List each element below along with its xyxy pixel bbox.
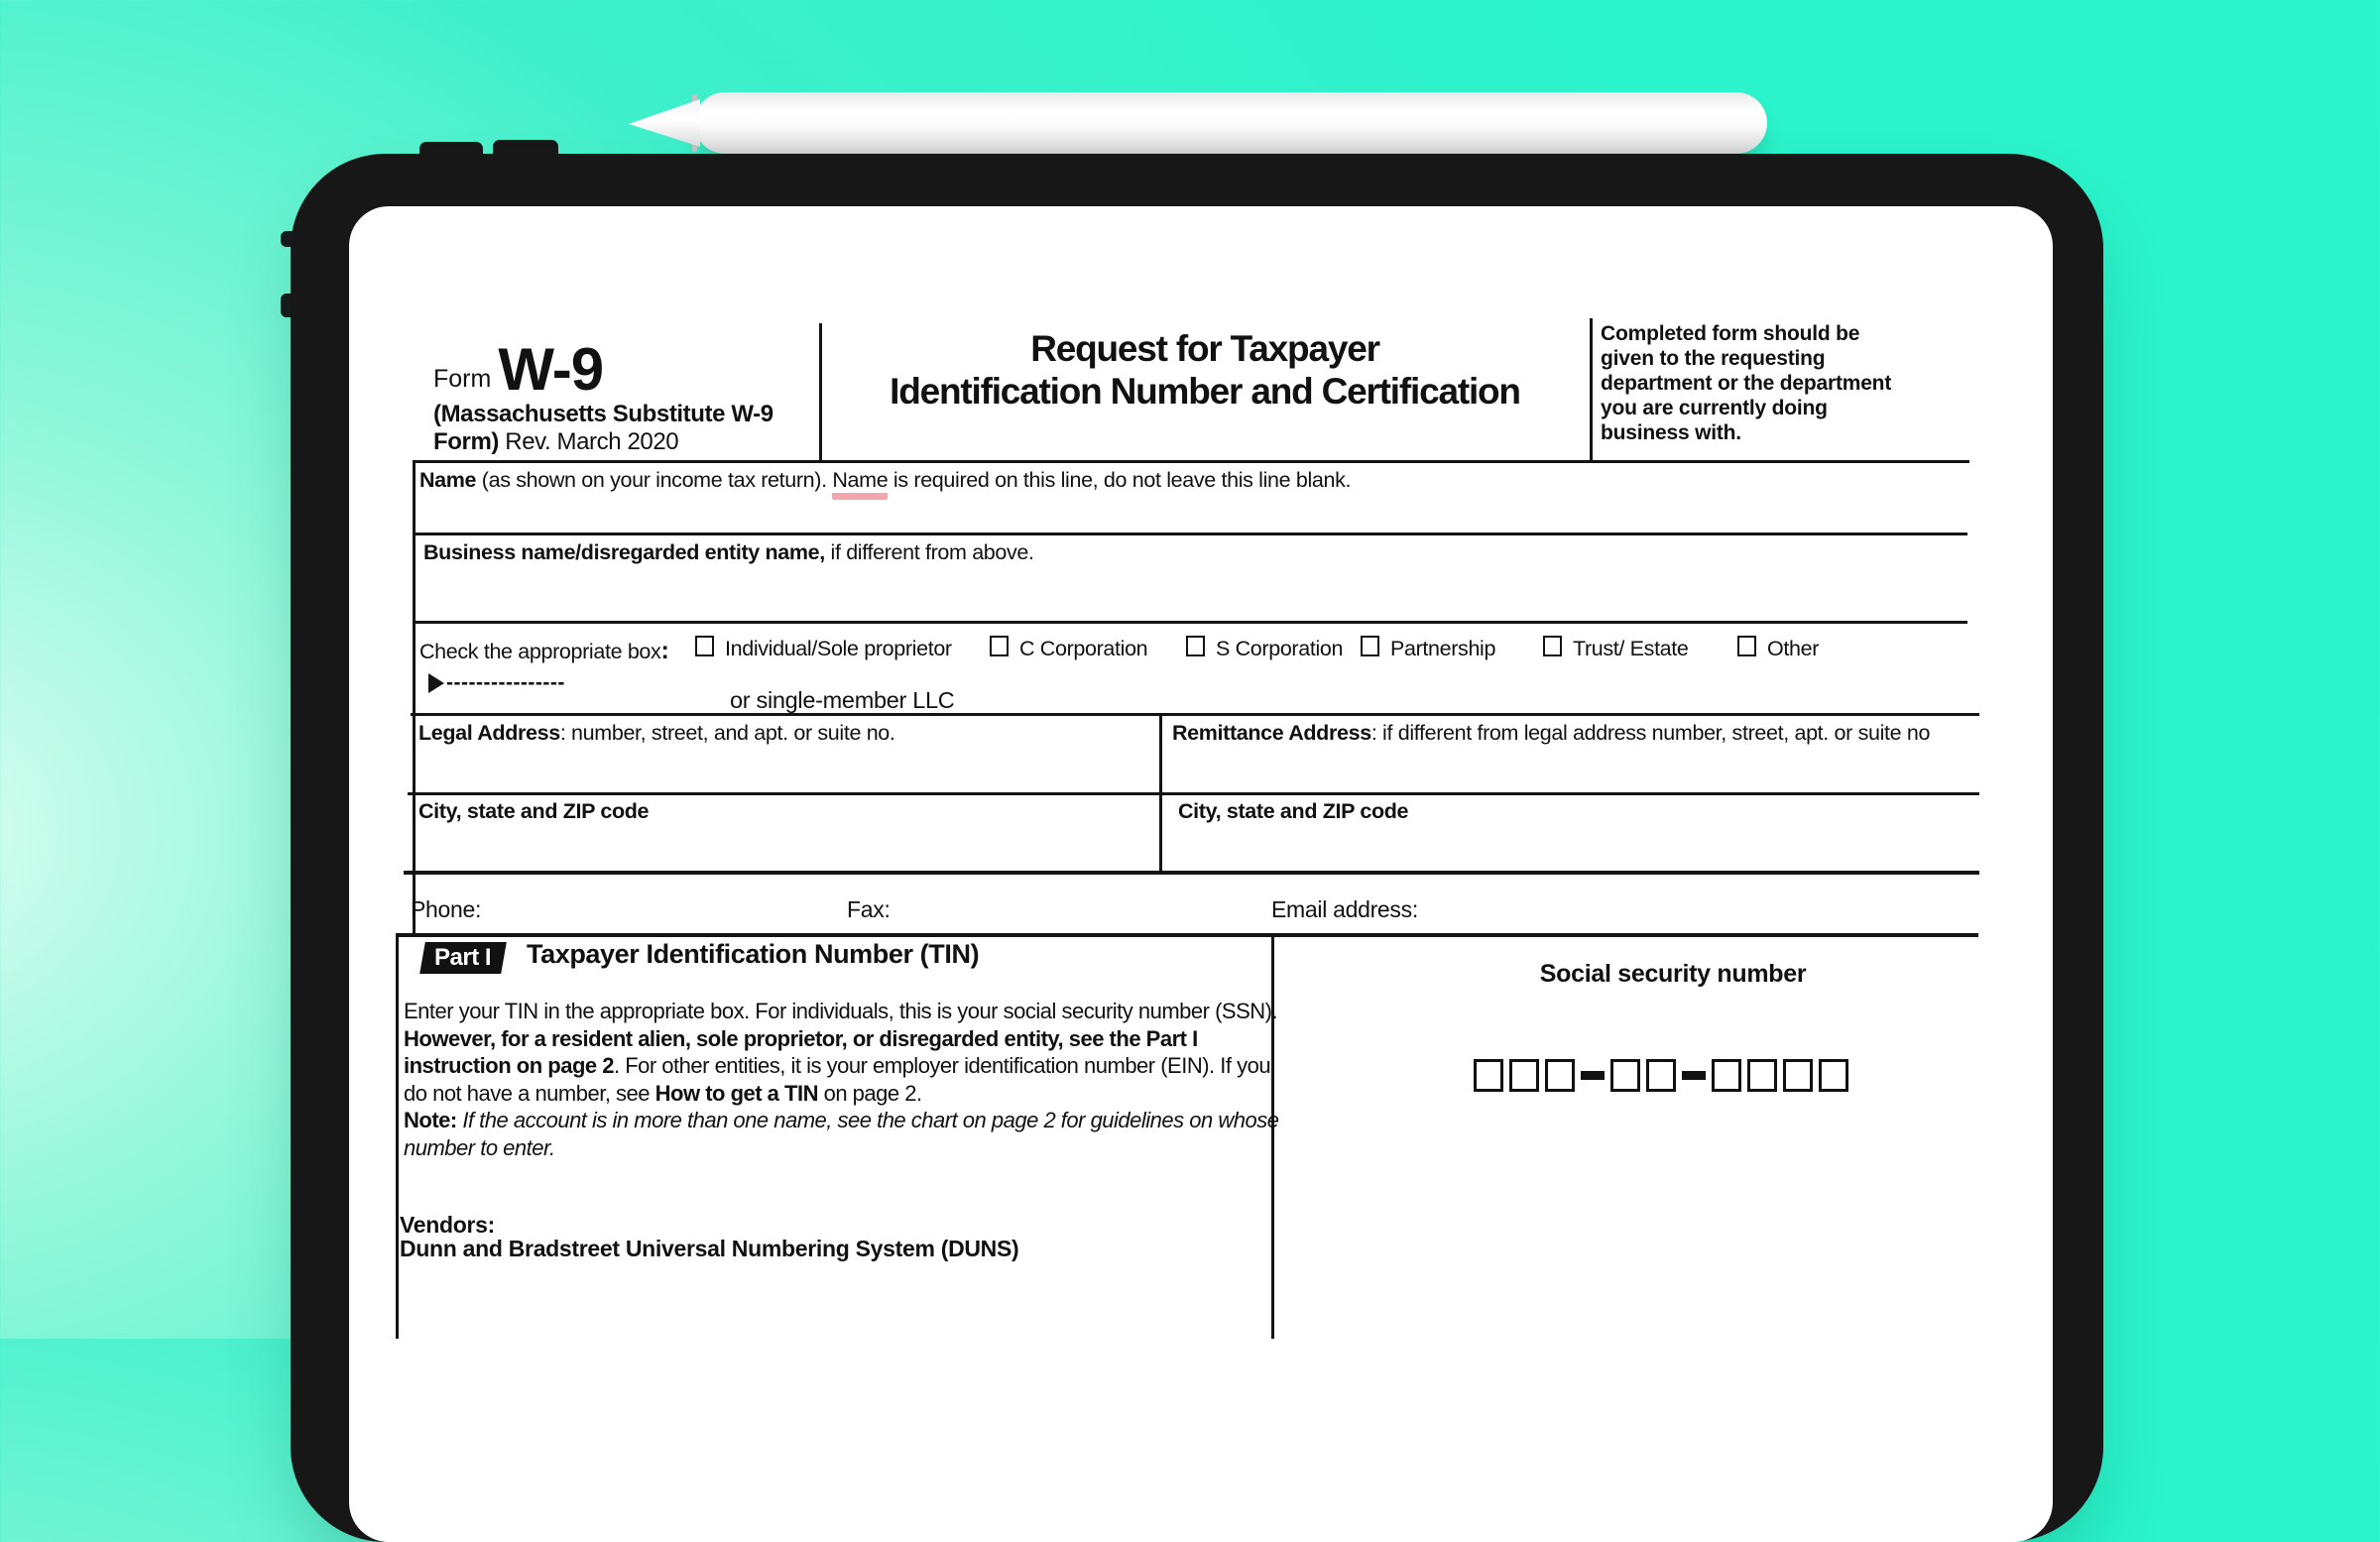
section-divider bbox=[398, 933, 1978, 937]
part1-badge: Part I bbox=[419, 942, 507, 974]
ssn-digit-box[interactable] bbox=[1819, 1059, 1848, 1092]
checkbox[interactable] bbox=[990, 636, 1009, 656]
stylus-tip bbox=[629, 99, 700, 147]
entity-option bbox=[1543, 634, 1689, 661]
ssn-digit-box[interactable] bbox=[1783, 1059, 1813, 1092]
ssn-digit-box[interactable] bbox=[1610, 1059, 1640, 1092]
part1-left-border bbox=[396, 933, 399, 1339]
business-name-input-area[interactable] bbox=[418, 568, 1965, 618]
vendors-note bbox=[400, 1214, 1018, 1260]
email-input-area[interactable] bbox=[1430, 894, 1846, 928]
form-subtitle-line2: Form) Rev. March 2020 bbox=[433, 428, 679, 455]
arrow-right-icon bbox=[428, 673, 444, 693]
entity-option bbox=[1186, 634, 1343, 661]
row-divider bbox=[415, 460, 1969, 463]
form-title bbox=[828, 327, 1582, 413]
header-side-note: Completed form should be given to the requesting department or the department you are currently doing business with. bbox=[1601, 322, 1892, 444]
fax-label: Fax: bbox=[847, 896, 891, 922]
checkbox[interactable] bbox=[1737, 636, 1756, 656]
ssn-digit-box[interactable] bbox=[1545, 1059, 1575, 1092]
form-title-line2: Identification Number and Certification bbox=[890, 371, 1520, 412]
part1-heading: Taxpayer Identification Number (TIN) bbox=[527, 939, 980, 969]
entity-option bbox=[990, 634, 1147, 661]
checkbox[interactable] bbox=[1186, 636, 1205, 656]
phone-input-area[interactable] bbox=[493, 894, 830, 928]
row-divider bbox=[413, 533, 1967, 535]
tin-text-segment: However, for a resident alien, sole proprietor, or disregarded entity, see the Part I instruction on page 2 bbox=[404, 1025, 1198, 1079]
legal-address-label: Legal Address: number, street, and apt. or suite no. bbox=[418, 721, 895, 745]
form-title-line1: Request for Taxpayer bbox=[1030, 328, 1379, 369]
checkbox[interactable] bbox=[695, 636, 714, 656]
row-divider bbox=[411, 713, 1979, 716]
entity-option bbox=[695, 634, 952, 661]
checkbox-label: Partnership bbox=[1390, 637, 1496, 660]
city-state-zip-label-left: City, state and ZIP code bbox=[418, 799, 650, 823]
phone-label: Phone: bbox=[411, 896, 482, 922]
checkbox[interactable] bbox=[1543, 636, 1562, 656]
tin-text-segment: Enter your TIN in the appropriate box. For individuals, this is your social security number (SSN). bbox=[404, 999, 1278, 1023]
entity-option bbox=[1737, 634, 1819, 661]
header-divider-left bbox=[819, 323, 822, 462]
city-right-input-area[interactable] bbox=[1168, 825, 1962, 869]
name-input-area[interactable] bbox=[418, 496, 1965, 530]
checkbox[interactable] bbox=[1361, 636, 1379, 656]
tin-text-segment: Note: bbox=[404, 1108, 457, 1133]
business-name-label: Business name/disregarded entity name, if different from above. bbox=[423, 540, 1034, 564]
tablet bbox=[291, 154, 2103, 1542]
single-member-llc-note: or single-member LLC bbox=[730, 687, 955, 713]
vendors-label: Vendors: bbox=[400, 1212, 496, 1238]
fax-input-area[interactable] bbox=[904, 894, 1242, 928]
entity-option bbox=[1361, 634, 1495, 661]
email-label: Email address: bbox=[1271, 896, 1418, 922]
entity-type-label: Check the appropriate box: bbox=[419, 637, 669, 664]
city-left-input-area[interactable] bbox=[415, 825, 1153, 869]
checkbox-label: C Corporation bbox=[1019, 637, 1148, 660]
row-divider bbox=[413, 621, 1967, 624]
name-highlighted-word: Name bbox=[832, 468, 888, 500]
tin-text-segment: on page 2. bbox=[817, 1080, 922, 1106]
tablet-screen bbox=[349, 206, 2053, 1542]
tin-text-segment: How to get a TIN bbox=[654, 1080, 818, 1106]
remittance-address-input-area[interactable] bbox=[1168, 747, 1962, 790]
ssn-label: Social security number bbox=[1539, 960, 1807, 988]
tin-text-segment: If the account is in more than one name, see the chart on page 2 for guidelines on whose number to enter. bbox=[404, 1108, 1279, 1160]
checkbox-label: S Corporation bbox=[1216, 637, 1344, 660]
stylus-body bbox=[694, 92, 1767, 154]
ssn-dash bbox=[1682, 1071, 1706, 1080]
checkbox-label: Individual/Sole proprietor bbox=[725, 637, 952, 660]
ssn-dash bbox=[1581, 1071, 1605, 1080]
ssn-digit-box[interactable] bbox=[1712, 1059, 1741, 1092]
form-number: W-9 bbox=[498, 336, 604, 403]
ssn-boxes bbox=[1474, 1059, 1848, 1092]
city-state-zip-label-right: City, state and ZIP code bbox=[1178, 799, 1409, 823]
name-label: Name (as shown on your income tax return). Name is required on this line, do not leave this line blank. bbox=[419, 468, 1351, 493]
checkbox-label: Other bbox=[1767, 637, 1820, 660]
row-divider bbox=[408, 792, 1979, 795]
form-word: Form bbox=[433, 365, 492, 393]
ssn-digit-box[interactable] bbox=[1474, 1059, 1503, 1092]
tin-text-segment: . For other entities, it is your employer identification number (EIN). If you do not have a number, see bbox=[404, 1053, 1271, 1106]
ssn-digit-box[interactable] bbox=[1747, 1059, 1777, 1092]
other-writein-line[interactable]: ---------------- bbox=[446, 671, 565, 694]
form-number-block bbox=[433, 336, 604, 403]
stylus bbox=[627, 89, 1767, 157]
vendors-duns: Dunn and Bradstreet Universal Numbering System (DUNS) bbox=[400, 1235, 1019, 1261]
ssn-digit-box[interactable] bbox=[1509, 1059, 1539, 1092]
legal-address-input-area[interactable] bbox=[415, 747, 1153, 790]
ssn-digit-box[interactable] bbox=[1646, 1059, 1676, 1092]
form-subtitle-line1: (Massachusetts Substitute W-9 bbox=[433, 401, 774, 427]
checkbox-label: Trust/ Estate bbox=[1573, 637, 1689, 660]
other-writein-row bbox=[428, 673, 565, 693]
w9-form bbox=[349, 206, 2053, 1542]
row-divider bbox=[404, 871, 1979, 875]
remittance-address-label: Remittance Address: if different from legal address number, street, apt. or suite no bbox=[1172, 721, 1931, 745]
header-divider-right bbox=[1590, 318, 1593, 462]
tin-instructions bbox=[404, 998, 1280, 1162]
